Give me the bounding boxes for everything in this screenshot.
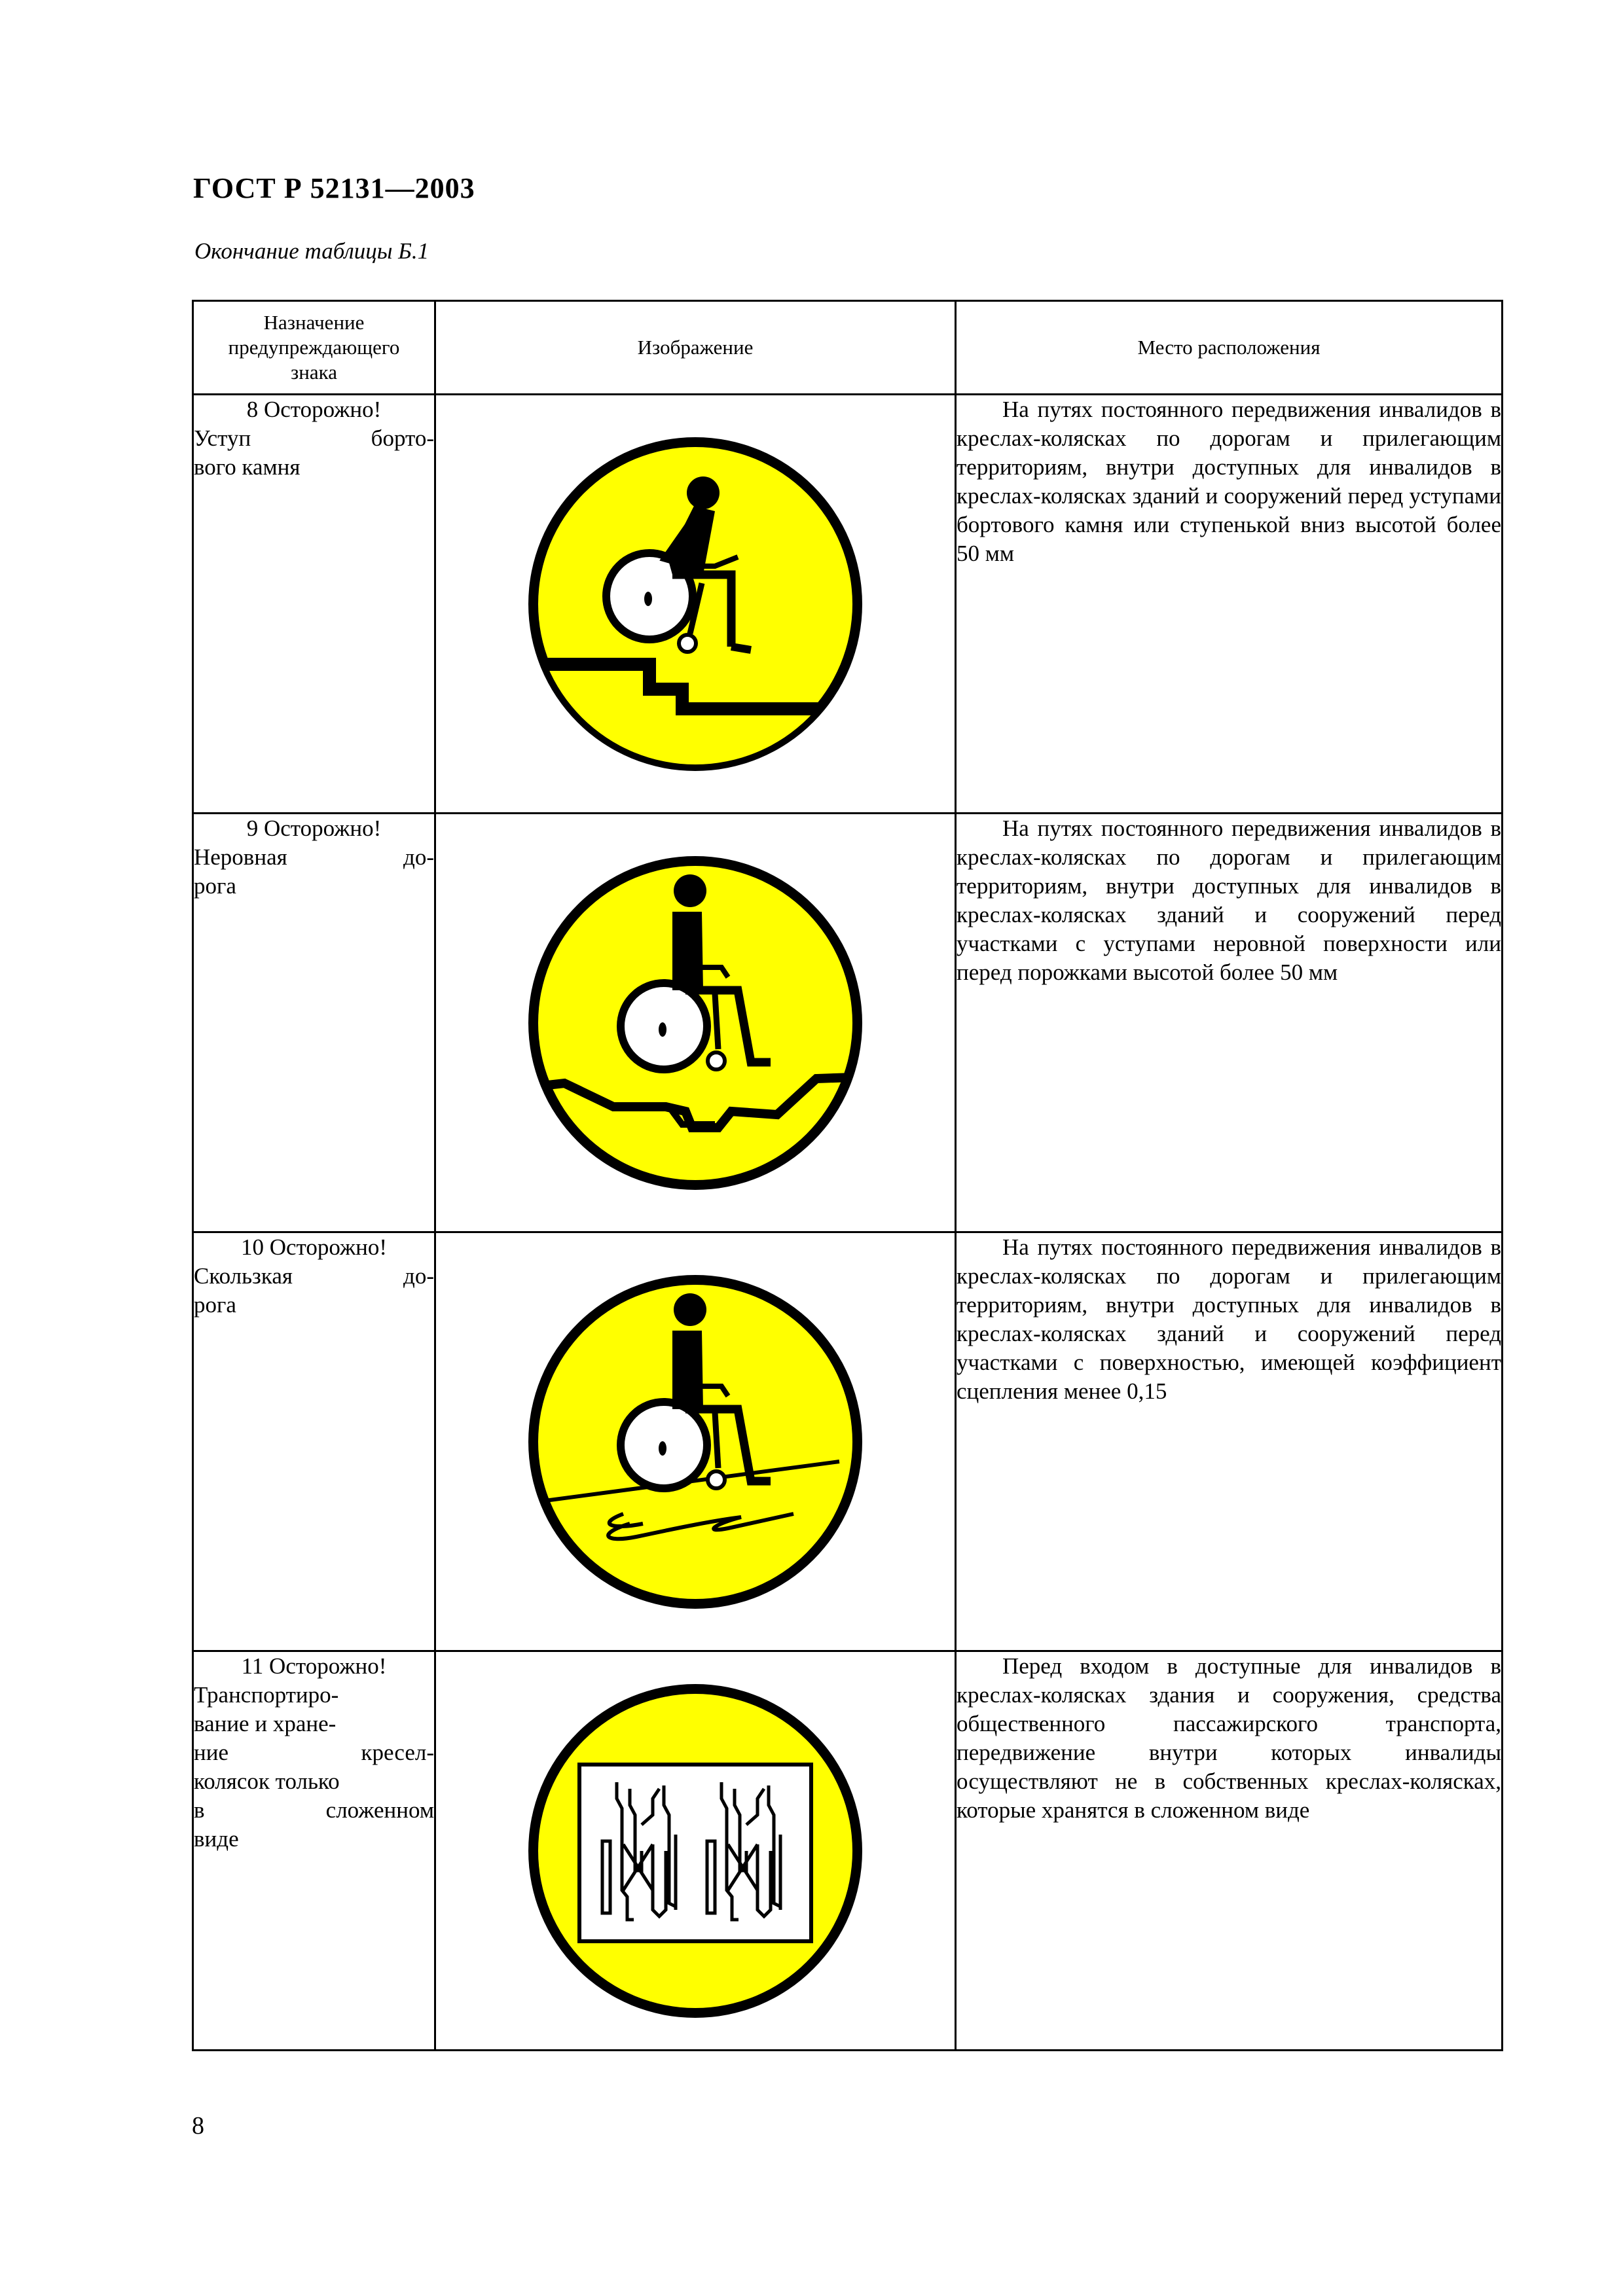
sign-name-line: вого камня: [194, 454, 301, 480]
sign-name-line: 10 Осторожно!: [240, 1234, 388, 1260]
header-sign-purpose-text: Назначение предупреждающего знака: [228, 311, 400, 384]
table-row: [193, 1651, 1503, 2051]
page-number: 8: [192, 2112, 204, 2140]
sign-name: [193, 814, 435, 1232]
table-header-row: [193, 301, 1503, 395]
sign-name-line: рога: [194, 873, 236, 899]
sign-image: [435, 1651, 956, 2051]
table-caption: Окончание таблицы Б.1: [194, 238, 429, 264]
wheelchair-slippery-road-sign-icon: [519, 1265, 872, 1619]
wheelchair-uneven-road-sign-icon: [519, 846, 872, 1200]
table-row: [193, 395, 1503, 814]
sign-name: [193, 395, 435, 814]
sign-name-line: Скользкая до-: [194, 1263, 434, 1289]
sign-name-line: Неровная до-: [194, 844, 434, 870]
warning-signs-table: [192, 300, 1503, 2051]
sign-name-line: Транспортиро-: [194, 1682, 339, 1708]
sign-name-line: колясок только: [194, 1768, 340, 1794]
header-sign-purpose: [193, 301, 435, 395]
document-title: ГОСТ Р 52131—2003: [193, 172, 475, 204]
header-location: Место расположения: [956, 301, 1503, 395]
sign-name-line: 8 Осторожно!: [246, 397, 382, 422]
sign-name-line: Уступ борто-: [194, 425, 434, 451]
sign-name-line: в сложенном: [194, 1797, 434, 1823]
sign-image: [435, 814, 956, 1232]
sign-image: [435, 1232, 956, 1651]
sign-name-line: ние кресел-: [194, 1740, 434, 1765]
sign-location: На путях постоянного передвижения инвалидов в креслах-колясках по дорогам и прилегающим территориям, внутри доступных для инвалидов в креслах-колясках зданий и сооружений перед уступами бортового камня или ступенькой вниз высотой более 50 мм: [956, 395, 1503, 814]
sign-name-line: 9 Осторожно!: [246, 816, 382, 841]
sign-name-line: рога: [194, 1292, 236, 1318]
sign-location: На путях постоянного передвижения инвалидов в креслах-колясках по дорогам и прилегающим территориям, внутри доступных для инвалидов в креслах-колясках зданий и сооружений перед участками с уступами неровной поверхности или перед порожками высотой более 50 мм: [956, 814, 1503, 1232]
sign-location: Перед входом в доступные для инвалидов в креслах-колясках здания и сооружения, средства общественного пассажирского транспорта, передвижение внутри которых инвалиды осуществляют не в собственных креслах-колясках, которые хранятся в сложенном виде: [956, 1651, 1503, 2051]
sign-name: [193, 1651, 435, 2051]
sign-name-line: виде: [194, 1826, 239, 1852]
sign-location: На путях постоянного передвижения инвалидов в креслах-колясках по дорогам и прилегающим территориям, внутри доступных для инвалидов в креслах-колясках зданий и сооружений перед участками с поверхностью, имеющей коэффициент сцепления менее 0,15: [956, 1232, 1503, 1651]
sign-name-line: 11 Осторожно!: [241, 1653, 387, 1679]
sign-name-line: вание и хране-: [194, 1711, 337, 1736]
header-image: Изображение: [435, 301, 956, 395]
wheelchair-curb-step-sign-icon: [519, 427, 872, 781]
sign-image: [435, 395, 956, 814]
table-row: [193, 1232, 1503, 1651]
folded-wheelchairs-sign-icon: [519, 1674, 872, 2028]
table-row: [193, 814, 1503, 1232]
sign-name: [193, 1232, 435, 1651]
